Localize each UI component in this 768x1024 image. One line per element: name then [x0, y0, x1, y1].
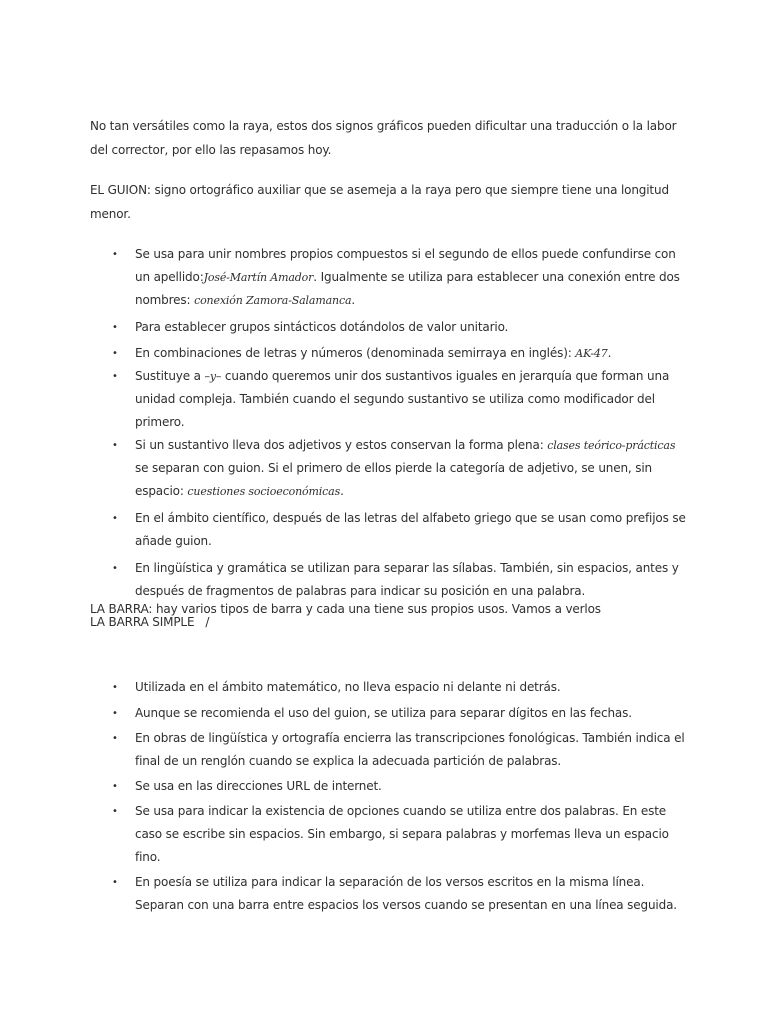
guion-list-item [90, 507, 690, 553]
barra-simple-heading: LA BARRA SIMPLE / [90, 615, 210, 629]
item-text: cuando queremos unir dos sustantivos iguales en jerarquía que forman una unidad compleja. También cuando el segundo sustantivo se utiliza como modificador del primero. [135, 369, 670, 429]
item-text: . Igualmente se utiliza para establecer una conexión entre dos nombres: [135, 270, 680, 307]
bullet-icon: • [112, 877, 118, 888]
guion-list [90, 243, 690, 603]
item-text: En combinaciones de letras y números (denominada semirraya en inglés): [135, 346, 576, 360]
item-text: En obras de lingüística y ortografía encierra las transcripciones fonológicas. También indica el final de un renglón cuando se explica la adecuada partición de palabras. [135, 731, 685, 768]
bullet-icon: • [112, 806, 118, 817]
item-text: En poesía se utiliza para indicar la separación de los versos escritos en la misma línea. Separan con una barra entre espacios los versos cuando se presentan en una línea seguida. [135, 875, 677, 912]
barra-simple-list-item [90, 727, 690, 773]
item-text: Si un sustantivo lleva dos adjetivos y estos conservan la forma plena: [135, 438, 548, 452]
bullet-icon: • [112, 513, 118, 524]
bullet-icon: • [112, 781, 118, 792]
example-text: José-Martín Amador [203, 271, 314, 284]
bullet-icon: • [112, 322, 118, 333]
barra-simple-list-item [90, 702, 690, 725]
bullet-icon: • [112, 440, 118, 451]
bullet-icon: • [112, 682, 118, 693]
example-text: conexión Zamora-Salamanca [194, 294, 352, 307]
bullet-icon: • [112, 249, 118, 260]
intro-paragraph: No tan versátiles como la raya, estos dos signos gráficos pueden dificultar una traducción o la labor del corrector, por ello las repasamos hoy. [90, 119, 677, 157]
bullet-icon: • [112, 348, 118, 359]
example-text: AK-47 [575, 347, 608, 360]
bullet-icon: • [112, 708, 118, 719]
item-text: Aunque se recomienda el uso del guion, se utiliza para separar dígitos en las fechas. [135, 706, 632, 720]
item-text: . [351, 293, 356, 307]
item-text: se separan con guion. Si el primero de ellos pierde la categoría de adjetivo, se unen, sin espacio: [135, 461, 652, 498]
example-text: –y– [204, 370, 222, 383]
item-text: Sustituye a [135, 369, 205, 383]
bullet-icon: • [112, 733, 118, 744]
barra-simple-list-item [90, 800, 690, 869]
barra-intro-paragraph: LA BARRA: hay varios tipos de barra y cada una tiene sus propios usos. Vamos a verlos [90, 602, 601, 616]
item-text: Para establecer grupos sintácticos dotándolos de valor unitario. [135, 320, 509, 334]
barra-simple-list-item [90, 775, 690, 798]
guion-list-item [90, 342, 690, 365]
item-text: En el ámbito científico, después de las letras del alfabeto griego que se usan como prefijos se añade guion. [135, 511, 686, 548]
guion-list-item [90, 316, 690, 339]
item-text: Se usa para unir nombres propios compuestos si el segundo de ellos puede confundirse con un apellido: [135, 247, 676, 284]
item-text: Utilizada en el ámbito matemático, no lleva espacio ni delante ni detrás. [135, 680, 561, 694]
item-text: Se usa para indicar la existencia de opciones cuando se utiliza entre dos palabras. En este caso se escribe sin espacios. Sin embargo, si separa palabras y morfemas lleva un espacio fino. [135, 804, 669, 864]
item-text: . [340, 484, 344, 498]
barra-simple-list-item [90, 871, 690, 917]
bullet-icon: • [112, 371, 118, 382]
item-text: En lingüística y gramática se utilizan para separar las sílabas. También, sin espacios, antes y después de fragmentos de palabras para indicar su posición en una palabra. [135, 561, 679, 598]
guion-list-item [90, 243, 690, 312]
item-text: Se usa en las direcciones URL de internet. [135, 779, 382, 793]
guion-list-item [90, 365, 690, 434]
guion-heading: EL GUION: signo ortográfico auxiliar que se asemeja a la raya pero que siempre tiene una longitud menor. [90, 183, 669, 221]
barra-simple-list [90, 676, 690, 917]
example-text: cuestiones socioeconómicas [187, 485, 341, 498]
example-text: clases teórico-prácticas [547, 439, 676, 452]
item-text: . [607, 346, 612, 360]
guion-list-item [90, 434, 690, 503]
bullet-icon: • [112, 563, 118, 574]
barra-simple-list-item [90, 676, 690, 699]
